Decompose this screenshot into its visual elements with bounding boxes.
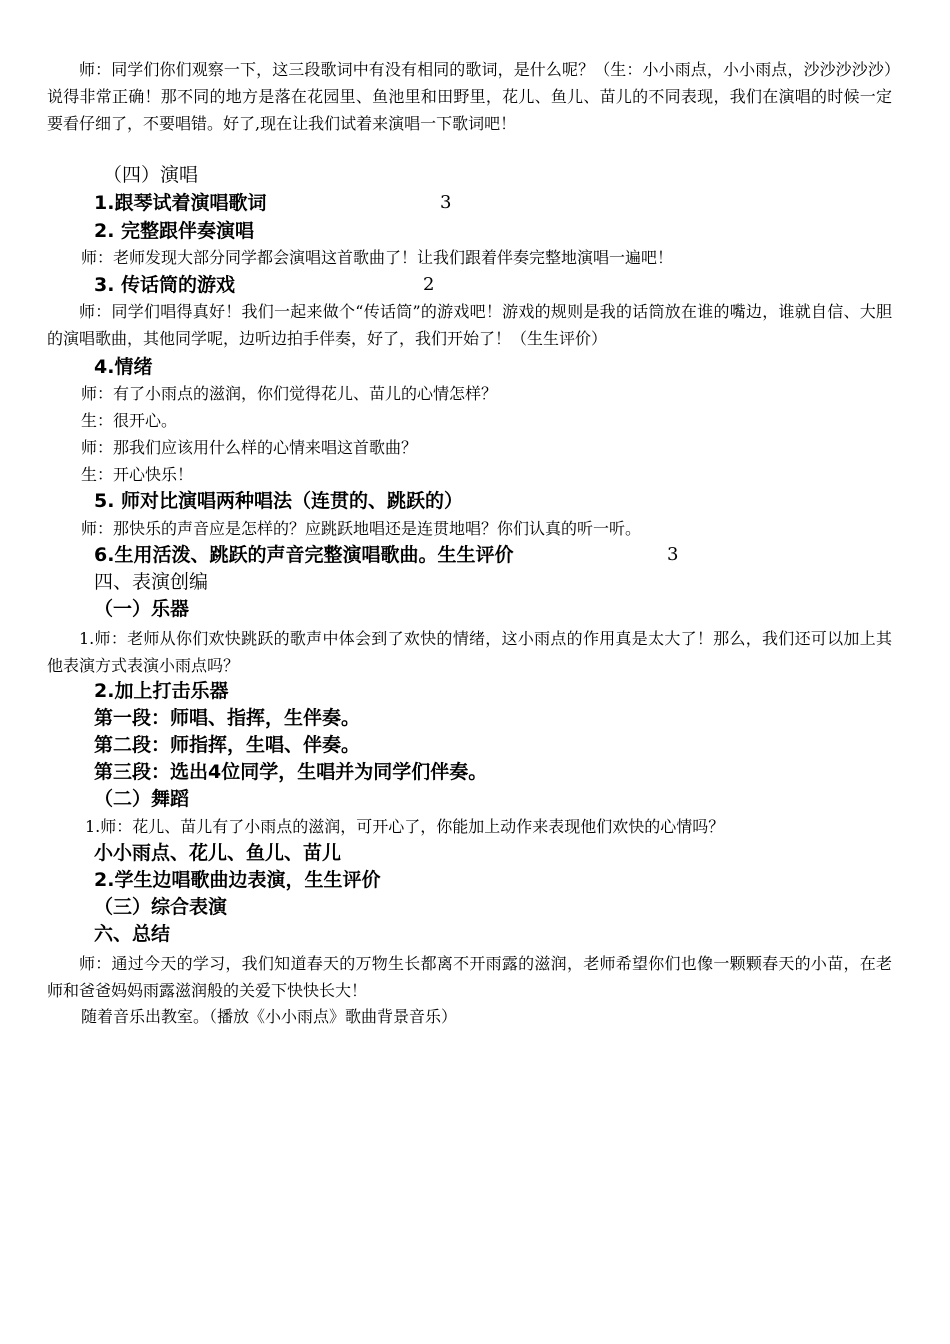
step-add-percussion: 2.加上打击乐器 — [94, 680, 229, 702]
paragraph-instruments: 1.师：老师从你们欢快跳跃的歌声中体会到了欢快的情绪，这小雨点的作用真是太大了！那么，我们还可以加上其他表演方式表演小雨点吗？ — [47, 629, 892, 675]
dialogue-student-joyful: 生：开心快乐！ — [81, 465, 194, 484]
heading-dance: （二）舞蹈 — [94, 788, 190, 810]
step-2-sing-with-accompaniment: 2. 完整跟伴奏演唱 — [94, 220, 255, 242]
step-5-compare-singing: 5. 师对比演唱两种唱法（连贯的、跳跃的） — [94, 490, 464, 512]
paragraph-summary: 师：通过今天的学习，我们知道春天的万物生长都离不开雨露的滋润，老师希望你们也像一颗颗春天的小苗，在老师和爸爸妈妈雨露滋润般的关爱下快快长大！ — [47, 954, 892, 1000]
dialogue-teacher-flowers-mood: 师：有了小雨点的滋润，你们觉得花儿、苗儿的心情怎样？ — [81, 384, 498, 403]
dialogue-teacher-listen: 师：那快乐的声音应是怎样的？应跳跃地唱还是连贯地唱？你们认真的听一听。 — [81, 519, 642, 538]
dance-elements: 小小雨点、花儿、鱼儿、苗儿 — [94, 842, 342, 864]
heading-summary: 六、总结 — [94, 923, 171, 945]
heading-instruments: （一）乐器 — [94, 598, 190, 620]
step-4-emotion: 4.情绪 — [94, 356, 153, 378]
step-sing-and-perform: 2.学生边唱歌曲边表演，生生评价 — [94, 869, 381, 891]
dialogue-teacher-which-mood: 师：那我们应该用什么样的心情来唱这首歌曲？ — [81, 438, 418, 457]
step-6-minutes: 3 — [667, 544, 679, 565]
heading-comprehensive-performance: （三）综合表演 — [94, 896, 228, 918]
heading-performance: 四、表演创编 — [94, 571, 209, 593]
step-6-lively-singing: 6.生用活泼、跳跃的声音完整演唱歌曲。生生评价 — [94, 544, 514, 566]
dialogue-student-happy: 生：很开心。 — [81, 411, 178, 430]
verse-2-plan: 第二段：师指挥，生唱、伴奏。 — [94, 734, 361, 756]
step-1-minutes: 3 — [440, 192, 452, 213]
verse-3-plan: 第三段：选出4位同学，生唱并为同学们伴奏。 — [94, 761, 488, 783]
paragraph-observe-lyrics: 师：同学们你们观察一下，这三段歌词中有没有相同的歌词，是什么呢？（生：小小雨点，小小雨点，沙沙沙沙沙）说得非常正确！那不同的地方是落在花园里、鱼池里和田野里，花儿、鱼儿、苗儿的不同表现，我们在演唱的时候一定要看仔细了，不要唱错。好了,现在让我们试着来演唱一下歌词吧！ — [47, 60, 892, 133]
paragraph-microphone-game: 师：同学们唱得真好！我们一起来做个“传话筒”的游戏吧！游戏的规则是我的话筒放在谁的嘴边，谁就自信、大胆的演唱歌曲，其他同学呢，边听边拍手伴奏，好了，我们开始了！（生生评价） — [47, 302, 892, 348]
closing-leave-with-music: 随着音乐出教室。（播放《小小雨点》歌曲背景音乐） — [81, 1007, 458, 1026]
heading-singing: （四）演唱 — [103, 164, 199, 186]
verse-1-plan: 第一段：师唱、指挥，生伴奏。 — [94, 707, 361, 729]
dialogue-teacher-dance: 1.师：花儿、苗儿有了小雨点的滋润，可开心了，你能加上动作来表现他们欢快的心情吗？ — [85, 817, 725, 836]
step-3-microphone-game: 3. 传话筒的游戏 — [94, 274, 236, 296]
dialogue-teacher-accompaniment: 师：老师发现大部分同学都会演唱这首歌曲了！让我们跟着伴奏完整地演唱一遍吧！ — [81, 248, 674, 267]
step-1-sing-with-piano: 1.跟琴试着演唱歌词 — [94, 192, 267, 214]
step-3-minutes: 2 — [423, 274, 435, 295]
